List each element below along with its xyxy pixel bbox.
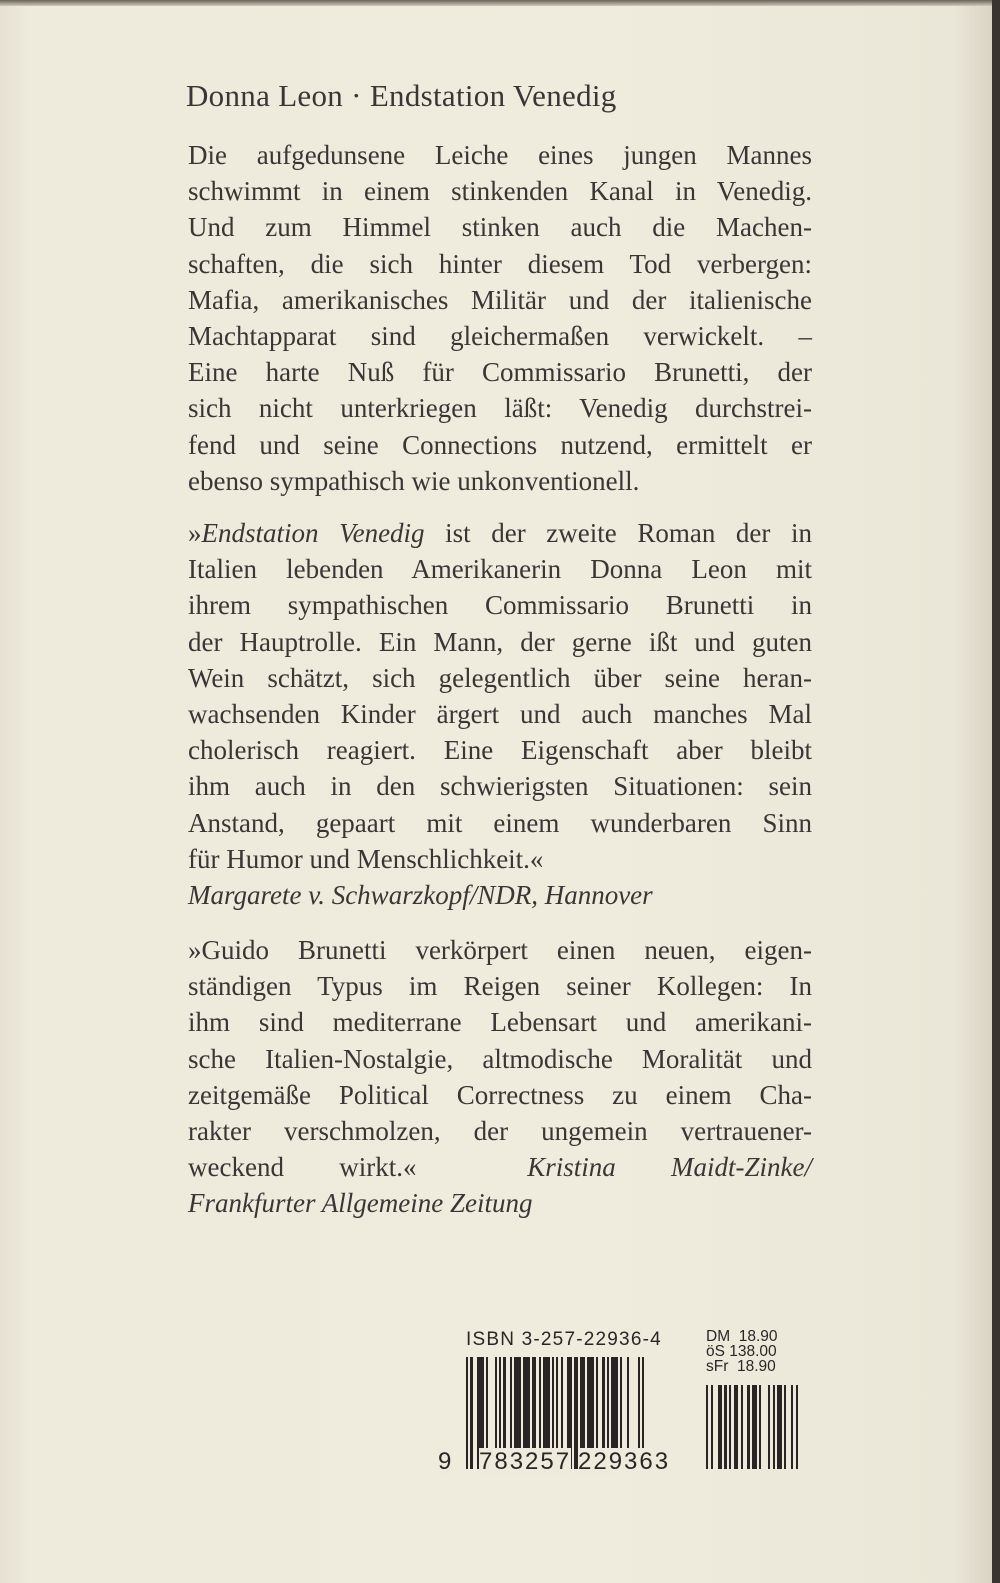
review-2-line <box>188 1149 812 1185</box>
barcode-bar <box>773 1385 775 1469</box>
price-addon-barcode <box>706 1385 818 1469</box>
barcode-bar <box>466 1357 468 1469</box>
text-line: wachsenden Kinder ärgert und auch manches Mal <box>188 698 812 729</box>
text-line: sich nicht unterkriegen läßt: Venedig durchstrei- <box>188 393 812 424</box>
barcode-bar <box>777 1385 782 1469</box>
barcode-bar <box>729 1385 731 1469</box>
review-2-attribution <box>188 1185 812 1221</box>
barcode-bar <box>747 1385 749 1469</box>
barcode-bar <box>711 1385 713 1469</box>
text-line: Mafia, amerikanisches Militär und der italienische <box>188 284 812 315</box>
barcode-bar <box>791 1385 793 1469</box>
attribution-text: Margarete v. Schwarzkopf/NDR, Hannover <box>188 879 653 910</box>
blurb-paragraph <box>188 137 812 499</box>
text-line: fend und seine Connections nutzend, ermittelt er <box>188 429 812 460</box>
text-line: zeitgemäße Political Correctness zu einem Cha- <box>188 1079 812 1110</box>
text-line: schwimmt in einem stinkenden Kanal in Venedig. <box>188 176 812 207</box>
ean-right-digits: 229363 <box>578 1448 671 1475</box>
isbn-label: ISBN 3-257-22936-4 <box>466 1329 662 1350</box>
text-line: rakter verschmolzen, der ungemein vertrauener- <box>188 1115 812 1146</box>
text-line: Wein schätzt, sich gelegentlich über seine heran- <box>188 662 812 693</box>
cover-edge <box>992 0 1000 1583</box>
text-line: ebenso sympathisch wie unkonventionell. <box>188 465 640 496</box>
barcode-bar <box>752 1385 757 1469</box>
review-1-attribution <box>188 877 812 913</box>
price-sfr: sFr 18.90 <box>706 1358 776 1375</box>
text-line: Italien lebenden Amerikanerin Donna Leon mit <box>188 554 812 585</box>
review-text: weckend wirkt.« <box>188 1152 417 1183</box>
review-1 <box>188 515 812 913</box>
text-line: Eine harte Nuß für Commissario Brunetti, der <box>188 357 812 388</box>
text-line: Machtapparat sind gleichermaßen verwickelt. – <box>188 320 812 351</box>
text-line: sche Italien-Nostalgie, altmodische Moralität und <box>188 1043 812 1074</box>
quote-mark: » <box>188 518 202 548</box>
review-2 <box>188 932 812 1222</box>
text-line: cholerisch reagiert. Eine Eigenschaft aber bleibt <box>188 735 812 766</box>
text-line: der Hauptrolle. Ein Mann, der gerne ißt und guten <box>188 626 812 657</box>
barcode-bar <box>784 1385 786 1469</box>
ean-lead-digit: 9 <box>438 1448 454 1475</box>
barcode-bar <box>796 1385 798 1469</box>
text-line: schaften, die sich hinter diesem Tod verbergen: <box>188 248 812 279</box>
text-line: ständigen Typus im Reigen seiner Kollegen: In <box>188 971 812 1002</box>
barcode-bar <box>706 1385 708 1469</box>
text-line: ihm auch in den schwierigsten Situationen: sein <box>188 771 812 802</box>
text-line: Anstand, gepaart mit einem wunderbaren Sinn <box>188 807 812 838</box>
book-title: Donna Leon · Endstation Venedig <box>186 78 617 113</box>
text-line: Und zum Himmel stinken auch die Machen- <box>188 212 812 243</box>
barcode-bar <box>759 1385 761 1469</box>
review-1-line <box>188 515 812 551</box>
barcode-bar <box>470 1357 472 1469</box>
price-dm: DM 18.90 <box>706 1328 778 1345</box>
text-line: ihrem sympathischen Commissario Brunetti in <box>188 590 812 621</box>
text-line: »Guido Brunetti verkörpert einen neuen, eigen- <box>188 935 812 965</box>
review-text: ist der zweite Roman der in <box>424 518 812 548</box>
barcode-bar <box>768 1385 770 1469</box>
text-line: ihm sind mediterrane Lebensart und amerikani- <box>188 1007 812 1038</box>
barcode-bar <box>741 1385 743 1469</box>
attribution-author: Kristina Maidt-Zinke/ <box>527 1152 813 1183</box>
book-title-italic: Endstation Venedig <box>201 518 425 548</box>
ean-left-digits: 783257 <box>479 1448 572 1475</box>
price-list <box>706 1329 778 1374</box>
text-line: für Humor und Menschlichkeit.« <box>188 843 544 874</box>
barcode-bar <box>734 1385 739 1469</box>
barcode-bar <box>718 1385 723 1469</box>
barcode-bar <box>724 1385 726 1469</box>
attribution-source: Frankfurter Allgemeine Zeitung <box>188 1188 533 1219</box>
text-line: Die aufgedunsene Leiche eines jungen Mannes <box>188 140 812 170</box>
price-os: öS 138.00 <box>706 1343 777 1360</box>
